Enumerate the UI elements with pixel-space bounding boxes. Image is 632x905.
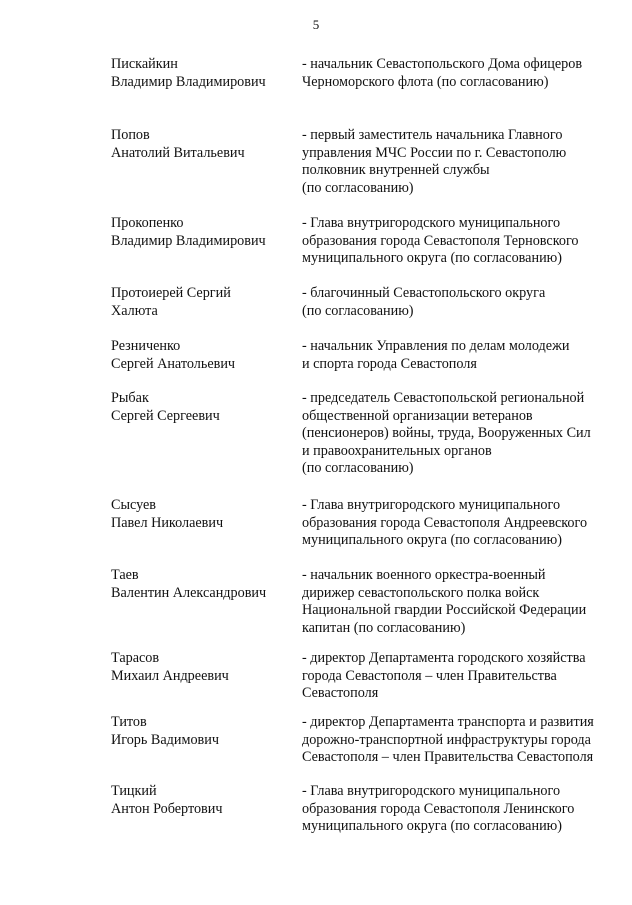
member-position: - директор Департамента городского хозяйства города Севастополя – член Правительства Севастополя — [302, 650, 586, 702]
member-name: Протоиерей Сергий Халюта — [111, 285, 231, 319]
member-position: - директор Департамента транспорта и развития дорожно-транспортной инфраструктуры города Севастополя – член Правительства Севастополя — [302, 714, 594, 766]
member-name: Пискайкин Владимир Владимирович — [111, 56, 266, 90]
member-position: - Глава внутригородского муниципального образования города Севастополя Терновского муниципального округа (по согласованию) — [302, 215, 579, 267]
member-position: - первый заместитель начальника Главного управления МЧС России по г. Севастополю полковник внутренней службы (по согласованию) — [302, 127, 567, 196]
member-position: - начальник военного оркестра-военный дирижер севастопольского полка войск Национальной гвардии Российской Федерации капитан (по согласованию) — [302, 567, 587, 636]
member-name: Сысуев Павел Николаевич — [111, 497, 224, 531]
member-position: - начальник Севастопольского Дома офицеров Черноморского флота (по согласованию) — [302, 56, 583, 90]
member-position: - благочинный Севастопольского округа (по согласованию) — [302, 285, 546, 319]
member-name: Таев Валентин Александрович — [111, 567, 267, 601]
member-name: Тарасов Михаил Андреевич — [111, 650, 229, 684]
member-position: - Глава внутригородского муниципального образования города Севастополя Андреевского муниципального округа (по согласованию) — [302, 497, 588, 549]
member-position: - начальник Управления по делам молодежи и спорта города Севастополя — [302, 338, 570, 372]
member-position: - Глава внутригородского муниципального образования города Севастополя Ленинского муниципального округа (по согласованию) — [302, 783, 575, 835]
member-name: Прокопенко Владимир Владимирович — [111, 215, 266, 249]
member-name: Титов Игорь Вадимович — [111, 714, 219, 748]
member-name: Попов Анатолий Витальевич — [111, 127, 245, 161]
page-number: 5 — [312, 17, 320, 32]
member-name: Рыбак Сергей Сергеевич — [111, 390, 220, 424]
member-name: Резниченко Сергей Анатольевич — [111, 338, 236, 372]
member-name: Тицкий Антон Робертович — [111, 783, 223, 817]
member-position: - председатель Севастопольской региональной общественной организации ветеранов (пенсионеров) войны, труда, Вооруженных Сил и правоохранительных органов (по согласованию) — [302, 390, 591, 477]
